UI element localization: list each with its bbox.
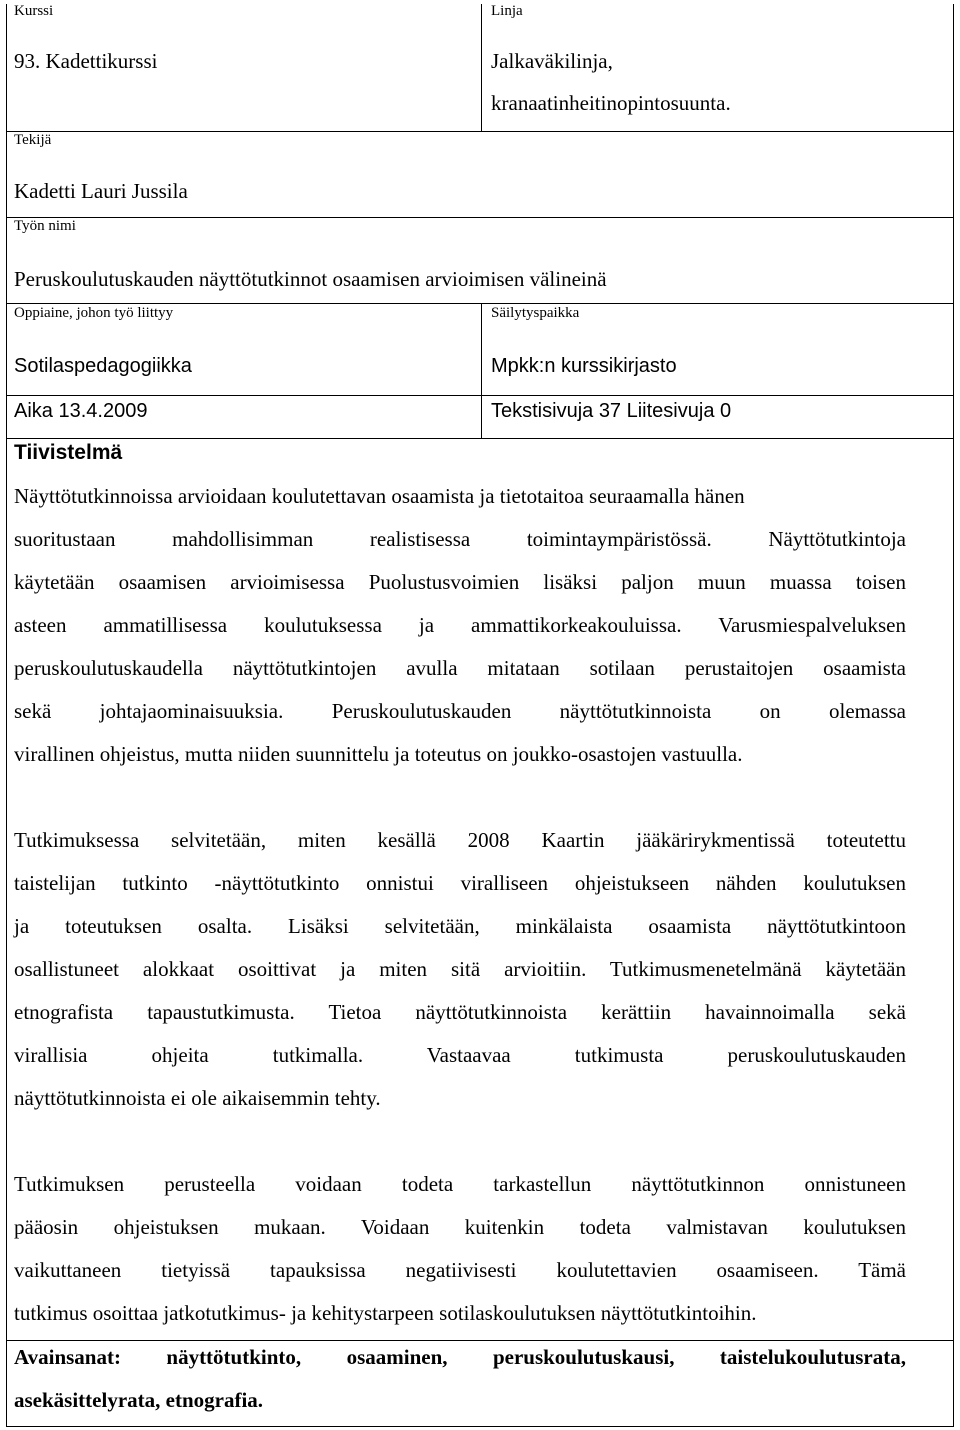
tekija-value: Kadetti Lauri Jussila [14,179,188,203]
row-divider-2 [6,217,954,218]
abstract-paragraph-2 [14,819,906,1120]
keywords [14,1336,906,1422]
header-divider-2 [481,303,482,395]
sailytys-value: Mpkk:n kurssikirjasto [491,355,677,377]
abstract-title: Tiivistelmä [14,441,123,464]
paragraph-line: tutkimus osoittaa jatkotutkimus- ja kehitystarpeen sotilaskoulutuksen näyttötutkintoihin. [14,1301,757,1325]
paragraph-line: peruskoulutuskaudella näyttötutkintojen avulla mitataan sotilaan perustaitojen osaamista [14,656,906,680]
row-divider-5 [6,438,954,439]
paragraph-line: asteen ammatillisessa koulutuksessa ja ammattikorkeakouluissa. Varusmiespalveluksen [14,613,906,637]
paragraph-line: taistelijan tutkinto -näyttötutkinto onnistui viralliseen ohjeistukseen nähden koulutuksen [14,871,906,895]
paragraph-line: suoritustaan mahdollisimman realistisessa toimintaympäristössä. Näyttötutkintoja [14,527,906,551]
tyon-nimi-value: Peruskoulutuskauden näyttötutkinnot osaamisen arvioimisen välineinä [14,267,607,291]
paragraph-line: käytetään osaamisen arvioimisessa Puolustusvoimien lisäksi paljon muun muassa toisen [14,570,906,594]
linja-value-1: Jalkaväkilinja, [491,49,613,73]
keywords-line: asekäsittelyrata, etnografia. [14,1388,264,1412]
tekija-label: Tekijä [14,132,52,148]
tyon-nimi-label: Työn nimi [14,218,76,234]
paragraph-line: sekä johtajaominaisuuksia. Peruskoulutuskauden näyttötutkinnoista on olemassa [14,699,906,723]
paragraph-line: Tutkimuksessa selvitetään, miten kesällä 2008 Kaartin jääkärirykmentissä toteutettu [14,828,906,852]
kurssi-value: 93. Kadettikurssi [14,49,158,73]
paragraph-line: virallinen ohjeistus, mutta niiden suunnittelu ja toteutus on joukko-osastojen vastuulla. [14,742,743,766]
linja-label: Linja [491,3,523,19]
abstract-paragraph-3 [14,1163,906,1335]
paragraph-line: näyttötutkinnoista ei ole aikaisemmin tehty. [14,1086,381,1110]
header-divider-3 [481,395,482,439]
paragraph-line: Näyttötutkinnoissa arvioidaan koulutettavan osaamista ja tietotaitoa seuraamalla hänen [14,484,745,508]
keywords-line: Avainsanat: näyttötutkinto, osaaminen, peruskoulutuskausi, taistelukoulutusrata, [14,1345,906,1369]
paragraph-line: ja toteutuksen osalta. Lisäksi selvitetään, minkälaista osaamista näyttötutkintoon [14,914,906,938]
sivut-value: Tekstisivuja 37 Liitesivuja 0 [491,400,732,422]
paragraph-line: virallisia ohjeita tutkimalla. Vastaavaa tutkimusta peruskoulutuskauden [14,1043,906,1067]
header-divider-1 [481,4,482,132]
row-divider-1 [6,131,954,132]
linja-value-2: kranaatinheitinopintosuunta. [491,91,731,115]
paragraph-line: vaikuttaneen tietyissä tapauksissa negatiivisesti koulutettavien osaamiseen. Tämä [14,1258,906,1282]
sailytys-label: Säilytyspaikka [491,305,580,321]
row-divider-4 [6,395,954,396]
paragraph-line: pääosin ohjeistuksen mukaan. Voidaan kuitenkin todeta valmistavan koulutuksen [14,1215,906,1239]
paragraph-line: Tutkimuksen perusteella voidaan todeta tarkastellun näyttötutkinnon onnistuneen [14,1172,906,1196]
abstract-paragraph-1 [14,475,906,776]
paragraph-line: etnografista tapaustutkimusta. Tietoa näyttötutkinnoista kerättiin havainnoimalla sekä [14,1000,906,1024]
oppiaine-value: Sotilaspedagogiikka [14,355,192,377]
oppiaine-label: Oppiaine, johon työ liittyy [14,305,174,321]
paragraph-line: osallistuneet alokkaat osoittivat ja miten sitä arvioitiin. Tutkimusmenetelmänä käytetään [14,957,906,981]
kurssi-label: Kurssi [14,3,54,19]
aika-value: Aika 13.4.2009 [14,400,148,422]
